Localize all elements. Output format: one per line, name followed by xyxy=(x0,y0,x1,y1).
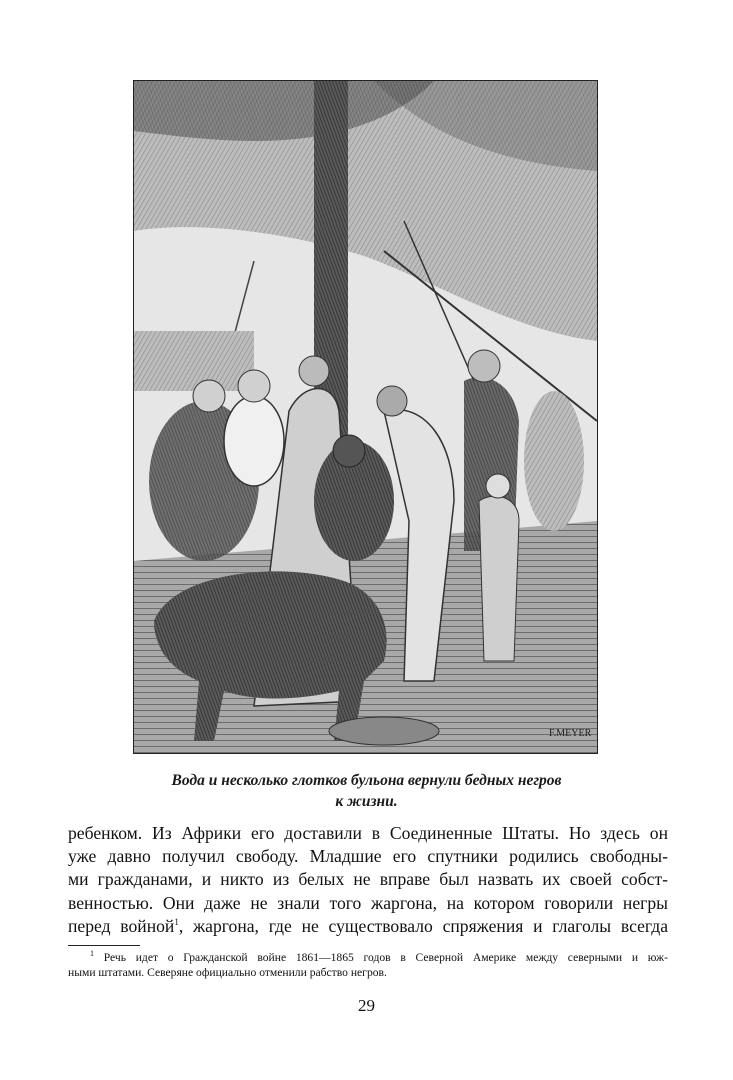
illustration-caption xyxy=(90,770,643,812)
footnote-reference[interactable]: 1 xyxy=(174,916,179,927)
footnote-line: ными штатами. Северяне официально отменили рабство негров. xyxy=(68,966,387,979)
engraver-signature: F.MEYER xyxy=(549,728,592,739)
engraving-illustration xyxy=(133,80,598,754)
text-segment: перед войной xyxy=(68,915,175,936)
footnote-line xyxy=(68,950,668,965)
text-line: венностью. Они даже не знали того жаргона, на котором говорили негры xyxy=(68,892,668,913)
caption-line: к жизни. xyxy=(335,793,398,810)
footnote-marker: 1 xyxy=(90,949,94,959)
text-line: уже давно получил свободу. Младшие его спутники родились свободны- xyxy=(68,846,668,867)
footnote-divider xyxy=(68,945,140,946)
footnote-text: Речь идет о Гражданской войне 1861—1865 годов в Северной Америке между северными и юж- xyxy=(103,951,669,964)
text-segment: , жаргона, где не существовало спряжения и глаголы всегда xyxy=(178,915,669,936)
engraving-art xyxy=(134,81,597,753)
footnote xyxy=(68,950,668,980)
caption-line: Вода и несколько глотков бульона вернули бедных негров xyxy=(171,772,562,789)
text-line: ми гражданами, и никто из белых не вправе был назвать их своей собст- xyxy=(68,869,668,890)
page-number: 29 xyxy=(358,996,375,1015)
text-line: ребенком. Из Африки его доставили в Соединенные Штаты. Но здесь он xyxy=(68,823,668,843)
text-line xyxy=(68,915,668,938)
body-paragraph xyxy=(68,822,668,938)
